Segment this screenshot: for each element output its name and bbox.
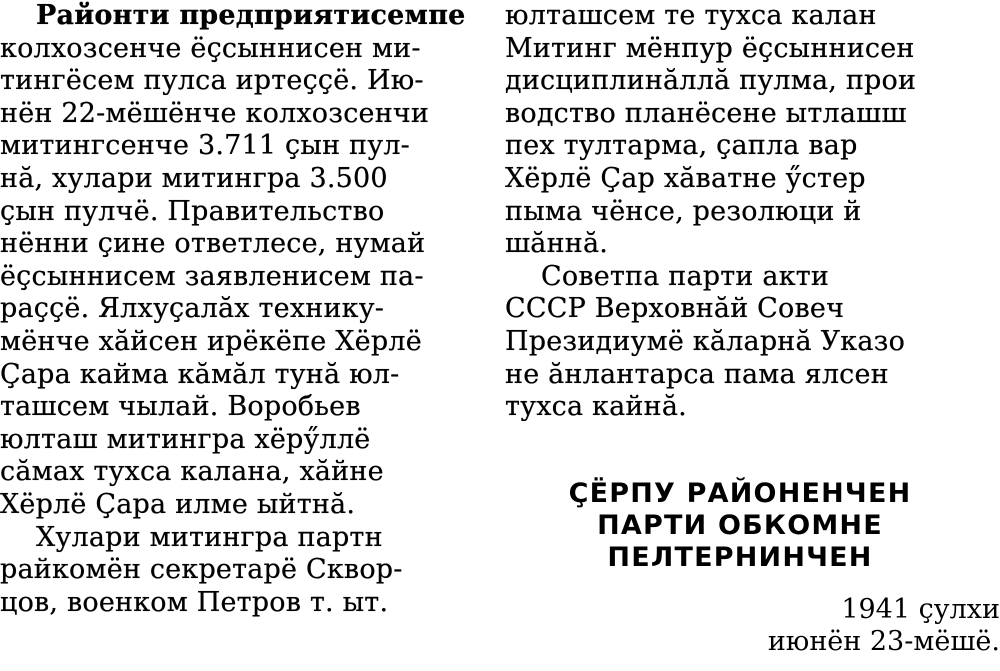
- article-line: нённи ҫине ответлесе, нумай: [0, 228, 426, 260]
- article-line: ҫын пулчё. Правительство: [0, 195, 385, 227]
- article-line: тухса кайнă.: [505, 391, 687, 423]
- article-line: Митинг мёнпур ёҫсыннисен: [505, 32, 915, 64]
- article-line: ташсем чылай. Воробьев: [0, 391, 361, 423]
- article-line: цов, военком Петров т. ыт.: [0, 586, 389, 618]
- article-line: тингёсем пулса иртеҫҫё. Ию-: [0, 65, 424, 97]
- article-line: пех тултарма, ҫапла вар: [505, 130, 858, 162]
- article-line: дисциплинăллă пулма, прои: [505, 65, 917, 97]
- column-gutter: [493, 0, 499, 671]
- article-line: сăмах тухса калана, хăйне: [0, 456, 384, 488]
- article-line: водство планёсене ытлашш: [505, 97, 907, 129]
- article-line: Районти предприятисемпе: [36, 0, 466, 31]
- article-line: СССР Верховнăй Совеч: [505, 293, 845, 325]
- article-line: раҫҫё. Ялхуҫалăх технику-: [0, 293, 385, 325]
- signature-line: ПАРТИ ОБКОМНЕ: [597, 510, 883, 541]
- article-line: мёнче хăйсен ирёкёпе Хёрлё: [0, 325, 422, 357]
- article-line: Хёрлё Ҫара илме ыйтнă.: [0, 488, 356, 520]
- article-line: нён 22-мёшёнче колхозсенчи: [0, 97, 430, 129]
- article-line: юлташсем те тухса калан: [505, 0, 877, 31]
- article-line: юлташ митингра хёрӳллё: [0, 423, 371, 455]
- signature-heading: [525, 478, 955, 574]
- left-column: [0, 0, 488, 671]
- signature-line: ПЕЛТЕРНИНЧЕН: [607, 542, 873, 573]
- article-line: митингсенче 3.711 ҫын пул-: [0, 130, 411, 162]
- article-line: нă, хулари митингра 3.500: [0, 162, 388, 194]
- article-line: райкомён секретарё Сквор-: [0, 554, 403, 586]
- article-line: Хёрлё Ҫар хăватне ӳстер: [505, 162, 866, 194]
- dateline: [650, 594, 1000, 658]
- article-line: не ăнлантарса пама ялсен: [505, 358, 889, 390]
- article-line: Ҫара кайма кăмăл тунă юл-: [0, 358, 400, 390]
- article-line: пыма чёнсе, резолюци й: [505, 195, 862, 227]
- article-line: Президиумё кăларнă Указо: [505, 325, 906, 357]
- dateline-day: июнён 23-мёшё.: [767, 626, 1000, 657]
- article-line: Советпа парти акти: [541, 260, 830, 292]
- dateline-year: 1941 ҫулхи: [841, 594, 1000, 625]
- article-line: колхозсенче ёҫсыннисен ми-: [0, 32, 421, 64]
- article-line: шăннă.: [505, 228, 609, 260]
- article-line: Хулари митингра партн: [36, 521, 383, 553]
- signature-line: ҪЁРПУ РАЙОНЕНЧЕН: [568, 478, 912, 509]
- article-line: ёҫсыннисем заявленисем па-: [0, 260, 424, 292]
